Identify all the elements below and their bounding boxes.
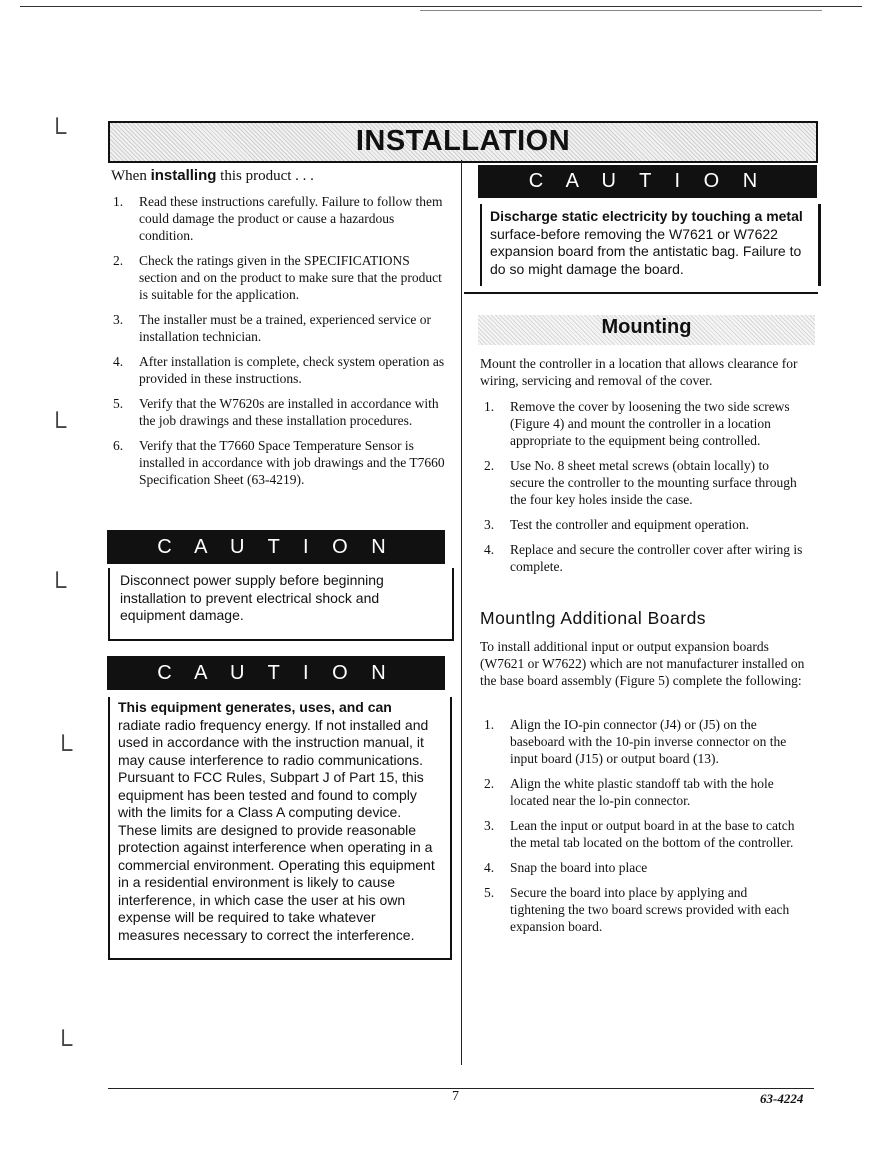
step-number: 1. [113, 194, 124, 209]
step-number: 1. [484, 399, 495, 414]
mounting-banner [478, 315, 815, 345]
list-item [484, 457, 804, 508]
step-text: The installer must be a trained, experienced service or installation technician. [139, 312, 431, 344]
additional-boards-intro: To install additional input or output expansion boards (W7621 or W7622) which are not manufacturer installed on the base board assembly (Figure 5) complete the following: [480, 639, 805, 688]
additional-boards-heading: Mountlng Additional Boards [480, 608, 707, 628]
step-number: 1. [484, 717, 495, 732]
step-text: Secure the board into place by applying and tightening the two board screws provided with each expansion board. [510, 885, 790, 934]
caution-header-power: C A U T I O N [107, 530, 445, 564]
mounting-heading: Mounting [601, 316, 692, 338]
step-number: 3. [113, 312, 124, 327]
caution-lead: Discharge static electricity by touching a metal [490, 208, 803, 224]
list-item [113, 252, 448, 303]
list-item [113, 193, 448, 244]
mounting-steps [484, 398, 804, 583]
binder-hole-mark: └ [48, 572, 67, 601]
scan-top-line-2 [420, 10, 822, 11]
step-text: Snap the board into place [510, 860, 648, 875]
list-item [484, 884, 804, 935]
step-number: 4. [113, 354, 124, 369]
caution-box-static [480, 204, 821, 286]
intro-line [111, 167, 314, 185]
binder-hole-mark: └ [54, 735, 73, 764]
step-number: 2. [113, 253, 124, 268]
mounting-intro: Mount the controller in a location that allows clearance for wiring, servicing and removal of the cover. [480, 356, 798, 388]
step-text: Replace and secure the controller cover after wiring is complete. [510, 542, 803, 574]
caution-lead: This equipment generates, uses, and can [118, 699, 392, 715]
step-number: 6. [113, 438, 124, 453]
intro-suffix: this product . . . [220, 168, 314, 184]
list-item [484, 398, 804, 449]
list-item [484, 516, 804, 533]
column-divider [461, 160, 462, 1065]
list-item [484, 817, 804, 851]
step-text: Align the IO-pin connector (J4) or (J5) on the baseboard with the 10-pin inverse connector on the input board (J15) or output board (13). [510, 717, 787, 766]
step-text: Lean the input or output board in at the base to catch the metal tab located on the bottom of the controller. [510, 818, 795, 850]
step-text: Verify that the T7660 Space Temperature Sensor is installed in accordance with job drawings and the T7660 Specification Sheet (63-4219). [139, 438, 445, 487]
list-item [484, 775, 804, 809]
caution-box-power [108, 568, 454, 641]
list-item [484, 541, 804, 575]
list-item [484, 859, 804, 876]
caution-header-fcc: C A U T I O N [107, 656, 445, 690]
step-number: 3. [484, 517, 495, 532]
binder-hole-mark: └ [48, 118, 67, 147]
step-text: Use No. 8 sheet metal screws (obtain locally) to secure the controller to the mounting surface through the four key holes inside the case. [510, 458, 797, 507]
step-text: Read these instructions carefully. Failure to follow them could damage the product or cause a hazardous condition. [139, 194, 443, 243]
step-text: Verify that the W7620s are installed in accordance with the job drawings and these installation procedures. [139, 396, 439, 428]
caution-text: Disconnect power supply before beginning installation to prevent electrical shock and equipment damage. [120, 572, 384, 623]
intro-prefix: When [111, 168, 147, 184]
list-item [484, 716, 804, 767]
additional-boards-steps [484, 716, 804, 943]
step-text: After installation is complete, check system operation as provided in these instructions. [139, 354, 445, 386]
caution-header-static: C A U T I O N [478, 165, 817, 198]
list-item [113, 437, 448, 488]
installation-steps [113, 193, 448, 496]
caution-text: surface-before removing the W7621 or W7622 expansion board from the antistatic bag. Failure to do so might damage the board. [490, 225, 802, 277]
scan-top-line [20, 6, 862, 7]
caution-text: radiate radio frequency energy. If not installed and used in accordance with the instruction manual, it may cause interference to radio communications. Pursuant to FCC Rules, Subpart J of Part 15, this equipment has been tested and found to comply with the limits for a Class A computing device. These limits are designed to provide reasonable protection against interference when operating in a commercial environment. Operating this equipment in a residential environment is likely to cause interference, in which case the user at his own expense will be required to take whatever measures necessary to correct the interference. [118, 716, 435, 943]
caution-box-fcc [108, 697, 452, 960]
binder-hole-mark: └ [54, 1030, 73, 1059]
step-number: 4. [484, 542, 495, 557]
page-title-banner [108, 121, 818, 163]
step-number: 5. [484, 885, 495, 900]
step-number: 3. [484, 818, 495, 833]
footer-rule [108, 1088, 814, 1089]
page-title: INSTALLATION [355, 125, 571, 157]
section-rule [464, 292, 818, 294]
list-item [113, 311, 448, 345]
step-number: 2. [484, 776, 495, 791]
step-text: Remove the cover by loosening the two side screws (Figure 4) and mount the controller in a location appropriate to the equipment being controlled. [510, 399, 790, 448]
document-number: 63-4224 [760, 1091, 804, 1106]
step-text: Align the white plastic standoff tab with the hole located near the lo-pin connector. [510, 776, 774, 808]
step-number: 2. [484, 458, 495, 473]
step-text: Check the ratings given in the SPECIFICATIONS section and on the product to make sure that the product is suitable for the application. [139, 253, 442, 302]
list-item [113, 353, 448, 387]
step-text: Test the controller and equipment operation. [510, 517, 749, 532]
step-number: 4. [484, 860, 495, 875]
intro-emphasis: installing [150, 167, 217, 184]
page-number: 7 [452, 1089, 459, 1104]
step-number: 5. [113, 396, 124, 411]
list-item [113, 395, 448, 429]
binder-hole-mark: └ [48, 412, 67, 441]
